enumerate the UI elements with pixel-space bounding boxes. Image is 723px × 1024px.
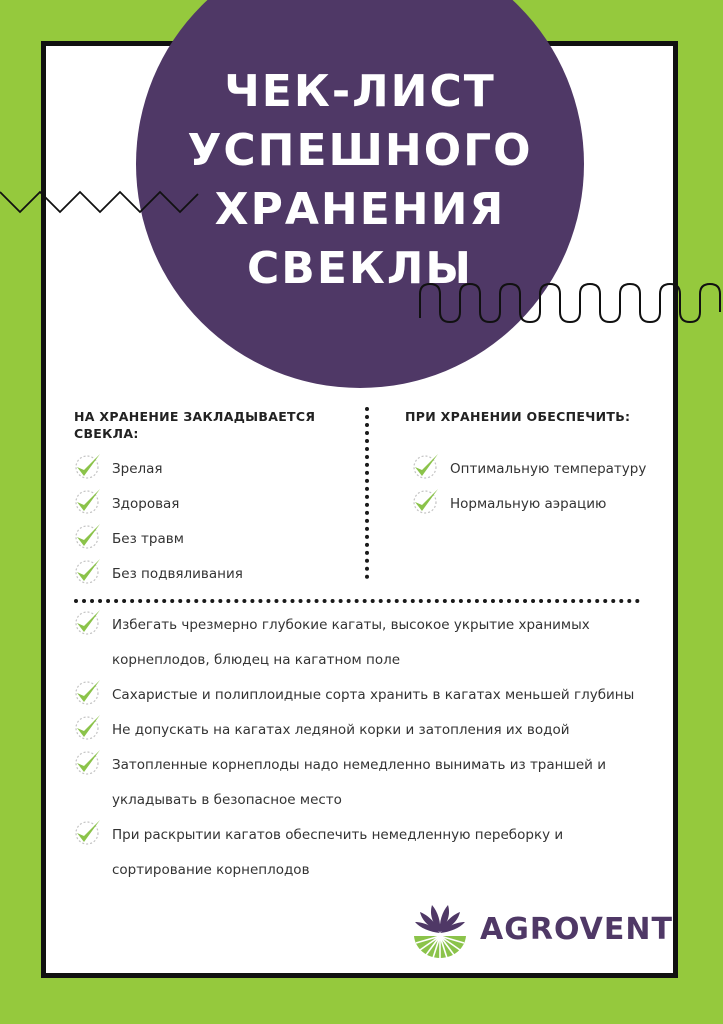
- check-icon: [74, 678, 102, 706]
- bottom-checklist: [74, 608, 654, 888]
- list-item: [74, 818, 654, 888]
- check-icon: [74, 452, 102, 480]
- list-item: [74, 608, 654, 678]
- check-icon: [74, 748, 102, 776]
- list-item-label: Оптимальную температуру: [450, 461, 647, 477]
- list-item: [74, 557, 354, 592]
- column-divider: [365, 407, 369, 579]
- check-icon: [412, 452, 440, 480]
- list-item-label: Затопленные корнеплоды надо немедленно вынимать из траншей и укладывать в безопасное место: [112, 757, 606, 808]
- list-item-label: Здоровая: [112, 496, 180, 512]
- check-icon: [74, 608, 102, 636]
- list-item: [74, 487, 354, 522]
- list-item-label: Без подвяливания: [112, 566, 243, 582]
- sunrise-leaves-icon: [410, 902, 470, 962]
- right-column-heading: ПРИ ХРАНЕНИИ ОБЕСПЕЧИТЬ:: [405, 409, 631, 424]
- check-icon: [74, 818, 102, 846]
- check-icon: [74, 557, 102, 585]
- page-title: [136, 62, 584, 298]
- list-item: [74, 748, 654, 818]
- list-item-label: При раскрытии кагатов обеспечить немедленную переборку и сортирование корнеплодов: [112, 827, 564, 878]
- list-item-label: Избегать чрезмерно глубокие кагаты, высокое укрытие хранимых корнеплодов, блюдец на кагатном поле: [112, 617, 590, 668]
- brand-name: AGROVENT: [480, 912, 673, 947]
- zigzag-decoration: [0, 188, 200, 220]
- list-item: [74, 522, 354, 557]
- list-item-label: Зрелая: [112, 461, 163, 477]
- list-item: [74, 713, 654, 748]
- check-icon: [74, 713, 102, 741]
- check-icon: [74, 487, 102, 515]
- list-item-label: Сахаристые и полиплоидные сорта хранить в кагатах меньшей глубины: [112, 687, 635, 703]
- check-icon: [74, 522, 102, 550]
- list-item-label: Нормальную аэрацию: [450, 496, 607, 512]
- left-column-heading: НА ХРАНЕНИЕ ЗАКЛАДЫВАЕТСЯ СВЕКЛА:: [74, 409, 316, 441]
- list-item: [74, 452, 354, 487]
- section-divider: [74, 599, 640, 603]
- title-line: ЧЕК-ЛИСТ: [224, 66, 496, 117]
- list-item: [412, 487, 672, 522]
- list-item: [412, 452, 672, 487]
- right-checklist: [412, 452, 672, 522]
- list-item-label: Без травм: [112, 531, 184, 547]
- left-checklist: [74, 452, 354, 592]
- title-line: ХРАНЕНИЯ: [214, 184, 506, 235]
- title-line: СВЕКЛЫ: [247, 243, 473, 294]
- check-icon: [412, 487, 440, 515]
- list-item: [74, 678, 654, 713]
- wave-decoration: [418, 282, 723, 324]
- title-line: УСПЕШНОГО: [187, 125, 533, 176]
- list-item-label: Не допускать на кагатах ледяной корки и затопления их водой: [112, 722, 570, 738]
- brand-logo: [410, 902, 673, 962]
